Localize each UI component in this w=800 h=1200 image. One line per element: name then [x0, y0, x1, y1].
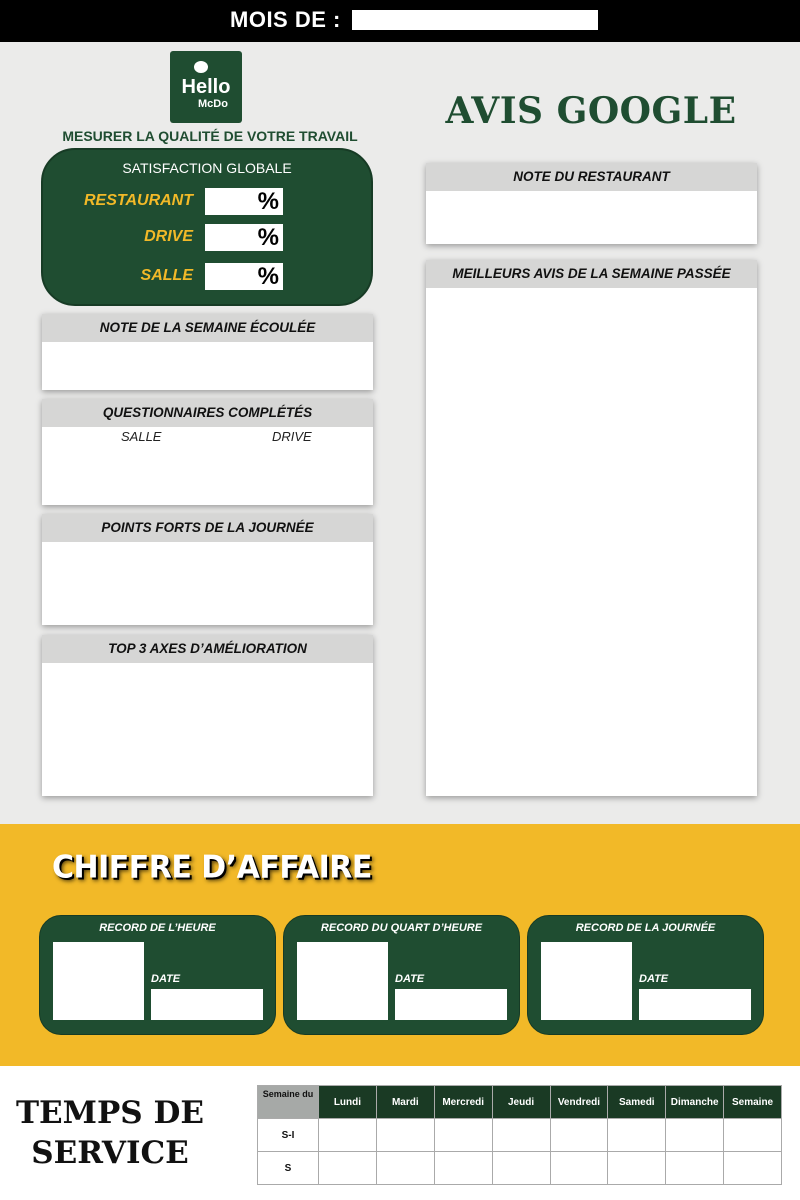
day-header: Mardi [376, 1086, 434, 1119]
table-cell[interactable] [376, 1152, 434, 1185]
record-hour-box [39, 915, 276, 1035]
day-header: Dimanche [666, 1086, 724, 1119]
restaurant-note-card[interactable] [426, 163, 757, 244]
table-cell[interactable] [434, 1119, 492, 1152]
revenue-title: CHIFFRE D’AFFAIRE [52, 849, 372, 886]
table-cell[interactable] [608, 1152, 666, 1185]
table-cell[interactable] [550, 1119, 608, 1152]
service-time-title-line2: SERVICE [31, 1135, 189, 1171]
card-header: POINTS FORTS DE LA JOURNÉE [42, 514, 373, 542]
date-field[interactable] [639, 989, 751, 1020]
record-value-field[interactable] [297, 942, 388, 1020]
percent-sign: % [257, 188, 279, 215]
top-bar [0, 0, 800, 42]
day-header: Samedi [608, 1086, 666, 1119]
date-label: DATE [395, 973, 425, 985]
questionnaires-drive-label: DRIVE [272, 429, 312, 444]
row-label: S [258, 1152, 319, 1185]
table-cell[interactable] [434, 1152, 492, 1185]
satisfaction-row-salle [43, 263, 371, 291]
satisfaction-title: SATISFACTION GLOBALE [122, 160, 292, 176]
satisfaction-row-restaurant [43, 188, 371, 216]
table-cell[interactable] [666, 1119, 724, 1152]
card-header: NOTE DE LA SEMAINE ÉCOULÉE [42, 314, 373, 342]
google-reviews-title: AVIS GOOGLE [445, 90, 737, 132]
questionnaires-card[interactable] [42, 399, 373, 505]
speech-bubble-icon [194, 61, 208, 73]
record-day-box [527, 915, 764, 1035]
satisfaction-label: DRIVE [144, 228, 193, 245]
table-row [258, 1152, 782, 1185]
record-value-field[interactable] [541, 942, 632, 1020]
record-quarter-hour-box [283, 915, 520, 1035]
percent-sign: % [257, 224, 279, 251]
table-cell[interactable] [492, 1119, 550, 1152]
week-header: Semaine du [258, 1086, 319, 1119]
day-header: Vendredi [550, 1086, 608, 1119]
day-header: Mercredi [434, 1086, 492, 1119]
table-cell[interactable] [608, 1119, 666, 1152]
date-field[interactable] [151, 989, 263, 1020]
month-label: MOIS DE : [230, 7, 341, 32]
best-reviews-card[interactable] [426, 260, 757, 796]
logo-hello-text: Hello [181, 76, 231, 98]
table-cell[interactable] [550, 1152, 608, 1185]
questionnaires-salle-label: SALLE [121, 429, 162, 444]
hello-mcdo-logo [170, 51, 242, 123]
satisfaction-label: SALLE [140, 267, 193, 284]
tagline: MESURER LA QUALITÉ DE VOTRE TRAVAIL [62, 128, 358, 144]
percent-sign: % [257, 263, 279, 290]
date-field[interactable] [395, 989, 507, 1020]
satisfaction-value-field[interactable] [205, 263, 283, 290]
satisfaction-box [41, 148, 373, 306]
record-title: RECORD DE LA JOURNÉE [575, 922, 716, 934]
record-title: RECORD DE L’HEURE [99, 922, 216, 934]
strengths-card[interactable] [42, 514, 373, 625]
date-label: DATE [639, 973, 669, 985]
satisfaction-row-drive [43, 224, 371, 252]
service-time-title [10, 1093, 210, 1173]
row-label: S-I [258, 1119, 319, 1152]
table-cell[interactable] [724, 1119, 782, 1152]
table-cell[interactable] [666, 1152, 724, 1185]
week-note-card[interactable] [42, 314, 373, 390]
satisfaction-label: RESTAURANT [83, 192, 193, 209]
day-header: Lundi [319, 1086, 377, 1119]
card-header: MEILLEURS AVIS DE LA SEMAINE PASSÉE [426, 260, 757, 288]
table-cell[interactable] [319, 1119, 377, 1152]
table-cell[interactable] [319, 1152, 377, 1185]
table-cell[interactable] [376, 1119, 434, 1152]
service-time-title-line1: TEMPS DE [15, 1095, 204, 1131]
table-header-row [258, 1086, 782, 1119]
service-time-table [257, 1085, 782, 1185]
card-header: NOTE DU RESTAURANT [426, 163, 757, 191]
logo-mcdo-text: McDo [198, 98, 228, 110]
record-title: RECORD DU QUART D’HEURE [320, 922, 483, 934]
table-cell[interactable] [724, 1152, 782, 1185]
table-row [258, 1119, 782, 1152]
card-header: TOP 3 AXES D’AMÉLIORATION [42, 635, 373, 663]
table-cell[interactable] [492, 1152, 550, 1185]
day-header: Semaine [724, 1086, 782, 1119]
month-input[interactable] [352, 10, 598, 30]
date-label: DATE [151, 973, 181, 985]
day-header: Jeudi [492, 1086, 550, 1119]
record-value-field[interactable] [53, 942, 144, 1020]
satisfaction-value-field[interactable] [205, 188, 283, 215]
improvements-card[interactable] [42, 635, 373, 796]
card-header: QUESTIONNAIRES COMPLÉTÉS [42, 399, 373, 427]
satisfaction-value-field[interactable] [205, 224, 283, 251]
